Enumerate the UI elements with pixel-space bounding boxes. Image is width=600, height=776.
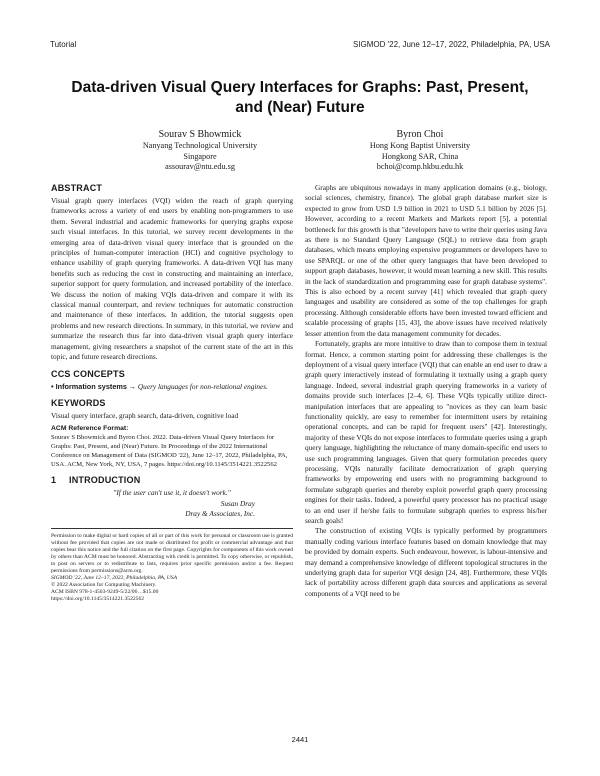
left-column (51, 183, 293, 603)
author-location: Singapore (183, 151, 217, 161)
author-name: Byron Choi (396, 129, 444, 140)
permission-block (51, 533, 293, 604)
acm-reference-text: Sourav S Bhowmick and Byron Choi. 2022. Data-driven Visual Query Interfaces for Graphs: Past, Present, and (Near) Future. In Proceedings of the 2022 International Conference on Management of Data (SIGMOD '22), June 12–17, 2022, Philadelphia, PA, USA. ACM, New York, NY, USA, 7 pages. https://doi.org/10.1145/3514221.3522562 (51, 434, 288, 469)
ccs-category: • Information systems (51, 381, 127, 391)
section-number: 1 (51, 475, 57, 486)
paragraph-3: The construction of existing VQIs is typically performed by programmers manually coding various interface features based on domain knowledge that may be provided by domain experts. Such endeavour, however, is labour-intensive and may demand a comprehensive knowledge of different topological structures in the underlying graph data for superior VQI design [24, 48]. Furthermore, these VQIs lack of portability across different graph data sources and applications as several components of a VQI need to be (305, 526, 547, 598)
author-name: Sourav S Bhowmick (158, 129, 242, 140)
permission-isbn: ACM ISBN 978-1-4503-9249-5/22/06…$15.00 (51, 589, 159, 596)
epigraph-author: Susan Dray (220, 498, 255, 508)
permission-doi[interactable]: https://doi.org/10.1145/3514221.3522562 (51, 596, 145, 603)
running-header-right: SIGMOD '22, June 12–17, 2022, Philadelphia, PA, USA (352, 40, 550, 49)
author-affiliation: Nanyang Technological University (142, 141, 258, 150)
section-title: INTRODUCTION (69, 475, 141, 486)
abstract-heading: ABSTRACT (51, 183, 103, 193)
intro-heading (51, 475, 293, 485)
ccs-heading: CCS CONCEPTS (51, 368, 125, 379)
author-location: Hongkong SAR, China (381, 151, 459, 161)
paper-title: Data-driven Visual Query Interfaces for Graphs: Past, Present, and (Near) Future (71, 79, 529, 116)
author-email[interactable]: bchoi@comp.hkbu.edu.hk (376, 162, 464, 171)
abstract-text: Visual graph query interfaces (VQI) widen the reach of graph querying frameworks across a variety of end users by enabling non-programmers to use them. Several industrial and academic frameworks for querying graphs expose such visual interfaces. In this tutorial, we survey recent developments in the emerging area of data-driven visual query interface that is grounded on the principles of human-computer interaction (HCI) and cognitive psychology to enhance usability of graph querying frameworks. A data-driven VQI has many benefits such as reducing the cost in constructing and maintaining an interface, superior support for query formulation, and increased portability of the interface. We discuss the notion of making VQIs data-driven and compare it with its classical manual counterpart, and review techniques for automatic construction and maintenance of these interfaces. In addition, the tutorial suggests open problems and new research directions. In summary, in this tutorial, we review and summarize the research thus far into data-driven visual graph query interface management, giving researchers a snapshot of the current state of the art in this topic, and future research directions. (51, 196, 293, 362)
author-block-2 (320, 128, 520, 173)
permission-text: Permission to make digital or hard copies of all or part of this work for personal or classroom use is granted without fee provided that copies are not made or distributed for profit or commercial advantage and that copies bear this notice and the full citation on the first page. Copyrights for components of this work owned by others than ACM must be honored. Abstracting with credit is permitted. To copy otherwise, or republish, to post on servers or to redistribute to lists, requires prior specific permission and/or a fee. Request permissions from permissions@acm.org. (51, 532, 293, 574)
author-email[interactable]: assourav@ntu.edu.sg (165, 162, 235, 171)
epigraph-org: Dray & Associates, Inc. (185, 509, 255, 519)
author-block-1 (100, 128, 300, 173)
running-header-left: Tutorial (50, 40, 77, 49)
right-column (305, 183, 547, 599)
permission-conf: SIGMOD '22, June 12–17, 2022, Philadelphia, PA, USA (51, 575, 178, 582)
keywords-text: Visual query interface, graph search, data-driven, cognitive load (51, 410, 239, 420)
footnote-rule (51, 528, 293, 529)
author-affiliation: Hong Kong Baptist University (369, 141, 471, 150)
ccs-arrow: → (128, 381, 137, 391)
acm-reference-heading: ACM Reference Format: (51, 425, 129, 433)
ccs-concepts (51, 382, 293, 392)
permission-copyright: © 2022 Association for Computing Machinery. (51, 582, 157, 589)
paragraph-2: Fortunately, graphs are more intuitive to draw than to compose them in textual format. Hence, a common starting point for addressing these challenges is the deployment of a visual query interface (VQI) that can enable an end user to draw a graph query interactively instead of formulating it textually using a graph query language. Indeed, several industrial graph querying frameworks in a variety of domains provide such interfaces [2–4, 6]. These VQIs typically utilize direct-manipulation interfaces that are appealing to "novices as they can learn basic functionality quickly, are easy to remember for intermittent users by retaining operational concepts, and can be rapid for frequent users" [42]. Interestingly, majority of these VQIs do not expose interfaces to formulate queries using a graph query language, highlighting the reluctance of many domain-specific end users to use such programming languages. Given that query formulation precedes query processing, VQIs naturally facilitate democratization of graph querying frameworks by empowering end users with no programming background to formulate subgraph queries and thereby exploit powerful graph query processing engines for their tasks. Indeed, a powerful query processor has no practical usage to an end user if he/she fails to formulate subgraph queries to express his/her search goals! (305, 339, 547, 525)
paragraph-1: Graphs are ubiquitous nowadays in many application domains (e.g., biology, social sciences, chemistry, finance). The global graph database market size is expected to grow from USD 1.9 billion in 2021 to USD 5.1 billion by 2026 [5]. However, according to a recent Markets and Markets report [5], a potential bottleneck for this growth is that "developers have to write their queries using Java as there is no Standard Query Language (SQL) to retrieve data from graph databases, which means employing expensive programmers or developers have to use SPARQL or one of the other query languages that have been developed to support graph databases, however, it would mean learning a new skill. This results in the lack of standardization and programming ease for graph database systems". This is also echoed by a recent survey [41] which revealed that graph query languages and usability are considered as some of the top challenges for graph processing. Although considerable efforts have been invested toward efficient and scalable processing of graphs [15, 43], the above issues have received relatively lesser attention from the data management community for decades. (305, 183, 547, 338)
keywords-heading: KEYWORDS (51, 397, 106, 408)
epigraph-quote: "If the user can't use it, it doesn't work." (113, 488, 231, 498)
page-number: 2441 (291, 735, 309, 744)
ccs-concept: Query languages for non-relational engines. (137, 381, 268, 391)
